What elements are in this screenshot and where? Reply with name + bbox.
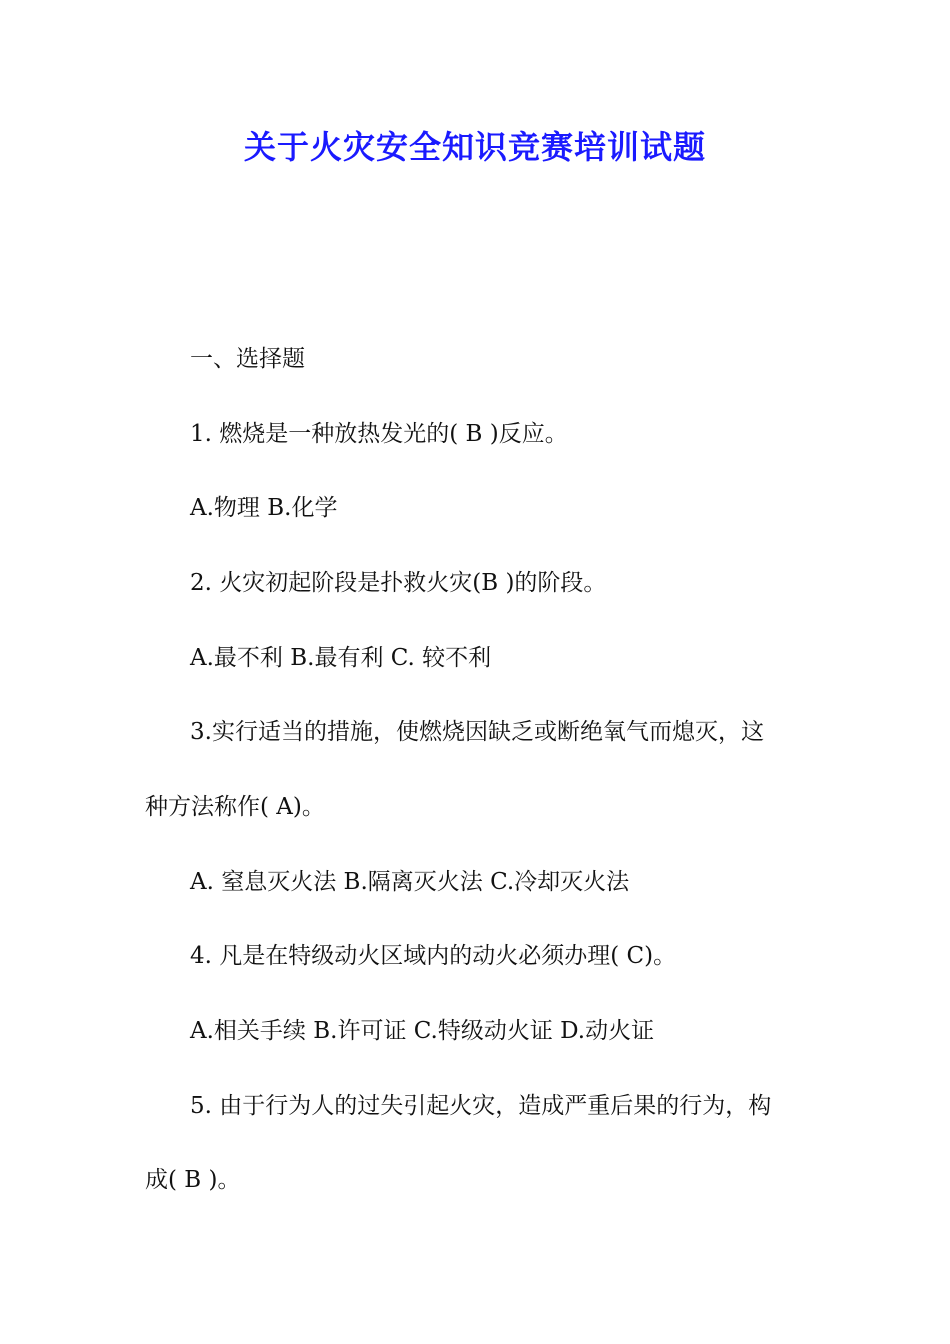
question-1: 1. 燃烧是一种放热发光的( B )反应。	[190, 421, 568, 447]
question-2: 2. 火灾初起阶段是扑救火灾(B )的阶段。	[190, 570, 607, 596]
question-1-options: A.物理 B.化学	[190, 495, 338, 521]
question-4-options: A.相关手续 B.许可证 C.特级动火证 D.动火证	[190, 1018, 655, 1044]
document-title: 关于火灾安全知识竞赛培训试题	[243, 128, 706, 166]
section-heading: 一、选择题	[190, 346, 305, 372]
question-3-options: A. 窒息灭火法 B.隔离灭火法 C.冷却灭火法	[190, 869, 630, 895]
question-3-line-1: 3.实行适当的措施，使燃烧因缺乏或断绝氧气而熄灭，这	[190, 719, 764, 745]
question-5-line-2: 成( B )。	[145, 1167, 241, 1193]
question-5-line-1: 5. 由于行为人的过失引起火灾，造成严重后果的行为，构	[190, 1093, 772, 1119]
question-2-options: A.最不利 B.最有利 C. 较不利	[190, 645, 492, 671]
question-4: 4. 凡是在特级动火区域内的动火必须办理( C)。	[190, 943, 677, 969]
question-3-line-2: 种方法称作( A)。	[145, 794, 325, 820]
